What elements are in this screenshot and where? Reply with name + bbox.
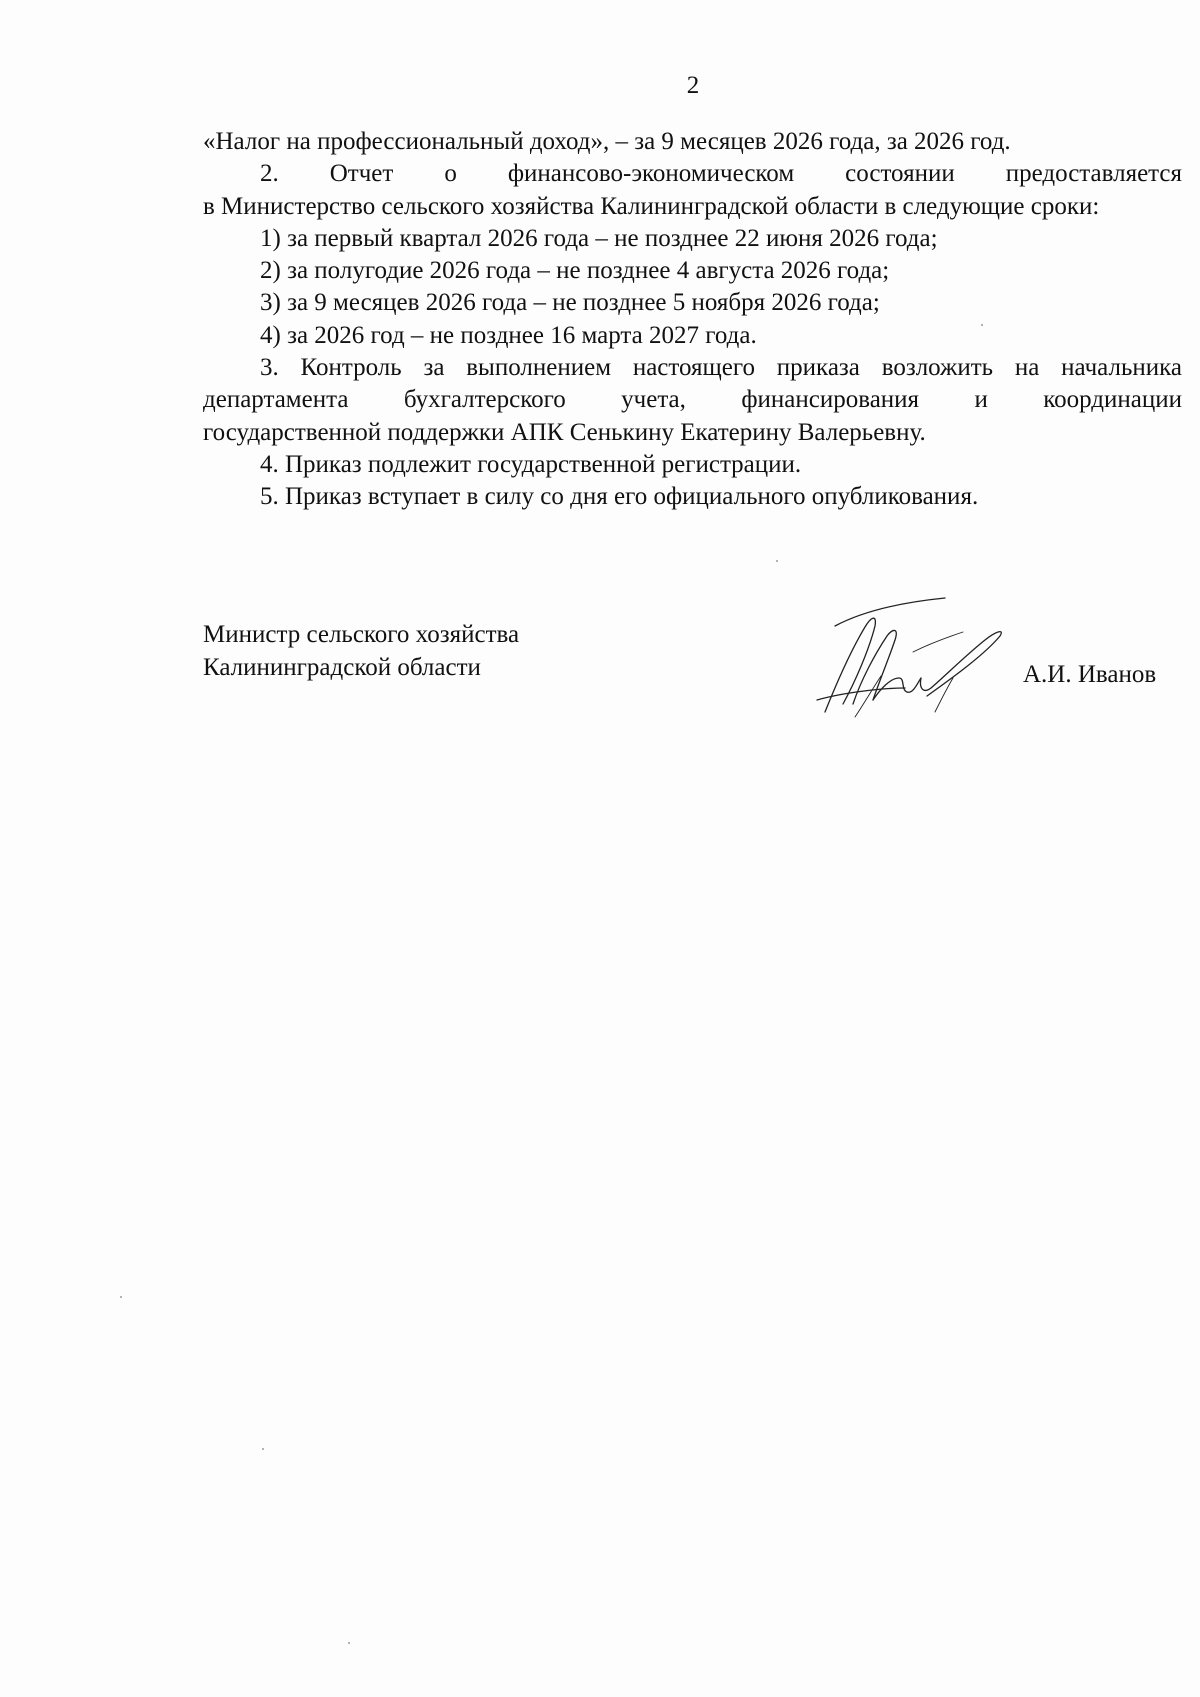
paragraph-line: 3. Контроль за выполнением настоящего приказа возложить на начальника (260, 354, 1182, 382)
paragraph-line: государственной поддержки АПК Сенькину Екатерину Валерьевну. (203, 418, 926, 446)
scan-speck (981, 324, 983, 326)
list-item: 3) за 9 месяцев 2026 года – не позднее 5 ноября 2026 года; (260, 289, 880, 317)
signatory-name: А.И. Иванов (1023, 661, 1157, 688)
paragraph-line: департамента бухгалтерского учета, финансирования и координации (203, 386, 1182, 414)
signatory-title (203, 618, 519, 684)
page-number: 2 (686, 72, 700, 99)
paragraph-line: «Налог на профессиональный доход», – за 9 месяцев 2026 года, за 2026 год. (203, 128, 1011, 155)
paragraph-line: 4. Приказ подлежит государственной регистрации. (260, 450, 802, 478)
paragraph-line: 5. Приказ вступает в силу со дня его официального опубликования. (260, 483, 979, 511)
paragraph-line: 2. Отчет о финансово-экономическом состоянии предоставляется (260, 160, 1182, 188)
scan-speck (120, 1296, 122, 1298)
paragraph-line: в Министерство сельского хозяйства Калининградской области в следующие сроки: (203, 192, 1100, 220)
list-item: 4) за 2026 год – не позднее 16 марта 2027 года. (260, 321, 757, 349)
signatory-title-line: Калининградской области (203, 654, 481, 681)
list-item: 2) за полугодие 2026 года – не позднее 4 августа 2026 года; (260, 257, 890, 285)
handwritten-signature (795, 592, 1035, 722)
list-item: 1) за первый квартал 2026 года – не позднее 22 июня 2026 года; (260, 224, 938, 252)
signatory-title-line: Министр сельского хозяйства (203, 621, 520, 648)
document-body (203, 126, 1182, 514)
scan-speck (262, 1448, 264, 1450)
scan-speck (776, 560, 778, 562)
scan-speck (348, 1642, 350, 1644)
